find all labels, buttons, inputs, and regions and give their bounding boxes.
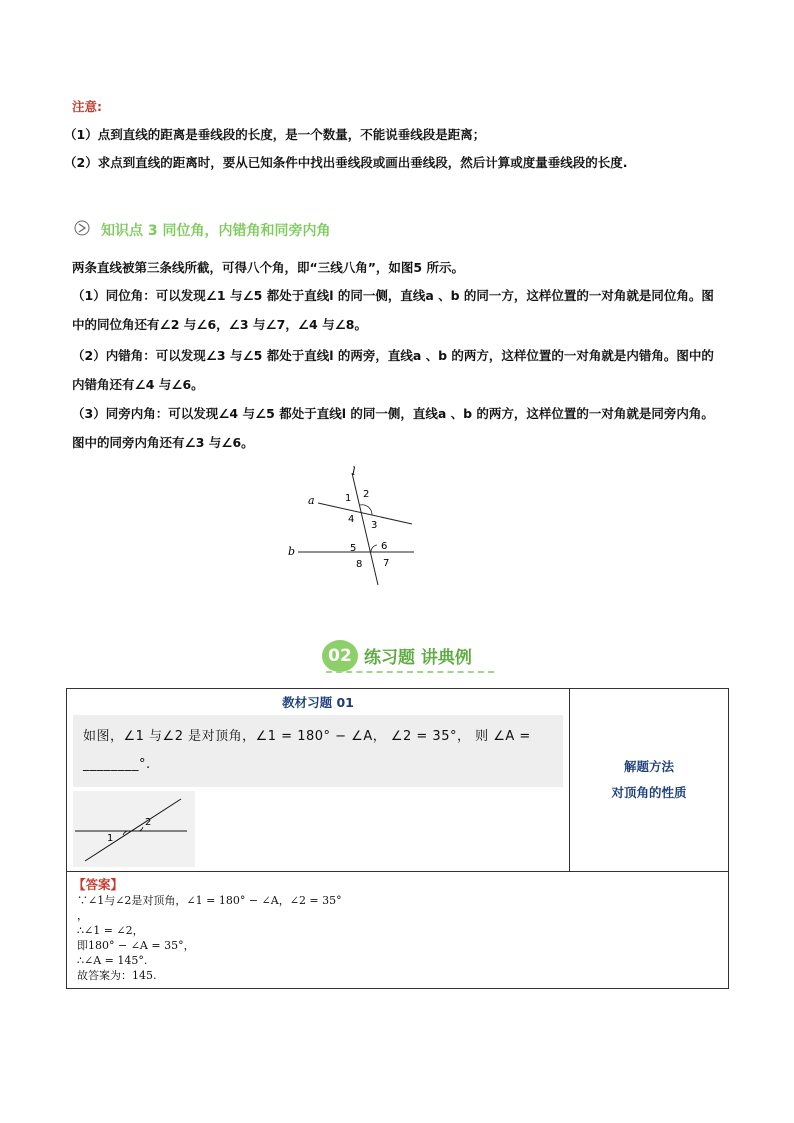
exercise-main-cell [67, 689, 570, 872]
angle-1: 1 [345, 493, 352, 504]
answer-cell [67, 872, 729, 989]
exercise-title: 教材习题 01 [282, 695, 354, 710]
answer-line-6: 故答案为：145. [77, 969, 157, 982]
note-item-1: （1）点到直线的距离是垂线段的长度，是一个数量，不能说垂线段是距离； [64, 127, 486, 142]
knowledge-title: 知识点 3 同位角，内错角和同旁内角 [101, 223, 331, 239]
answer-line-4: 即180° − ∠A = 35°， [77, 939, 195, 952]
knowledge-intro: 两条直线被第三条线所截，可得八个角，即“三线八角”，如图5 所示。 [72, 260, 464, 275]
label-a: a [308, 494, 315, 507]
angle-2: 2 [363, 489, 370, 500]
answer-line-3: ∴∠1 = ∠2， [77, 924, 144, 937]
angle-7: 7 [383, 558, 390, 569]
angle-5: 5 [350, 543, 357, 554]
answer-line-5: ∴∠A = 145°. [77, 954, 148, 967]
knowledge-paragraph-2: （2）内错角：可以发现∠3 与∠5 都处于直线l 的两旁，直线a 、b 的两方，这样位置的一对角就是内错角。图中的内错角还有∠4 与∠6。 [72, 348, 714, 392]
knowledge-paragraph-3: （3）同旁内角：可以发现∠4 与∠5 都处于直线l 的同一侧，直线a 、b 的两方，这样位置的一对角就是同旁内角。图中的同旁内角还有∠3 与∠6。 [72, 406, 714, 450]
answer-line-1: ∵∠1与∠2是对顶角，∠1 = 180° − ∠A，∠2 = 35° [77, 894, 342, 907]
exercise-question: 如图，∠1 与∠2 是对顶角，∠1 = 180° − ∠A， ∠2 = 35°， 则 ∠A = ________°. [73, 715, 563, 787]
answer-line-2: ， [77, 909, 88, 922]
label-l: l [352, 465, 356, 478]
label-b: b [288, 545, 296, 558]
arrow-circle-icon [74, 220, 90, 236]
fig2-angle-1: 1 [107, 833, 114, 844]
angle-8: 8 [356, 559, 363, 570]
note-item-2: （2）求点到直线的距离时，要从已知条件中找出垂线段或画出垂线段，然后计算或度量垂线段的长度. [64, 155, 628, 170]
vertical-angles-figure [73, 791, 195, 867]
three-lines-eight-angles-figure [282, 463, 422, 587]
method-text: 对顶角的性质 [611, 785, 687, 800]
angle-3: 3 [371, 520, 378, 531]
knowledge-paragraph-1: （1）同位角：可以发现∠1 与∠5 都处于直线l 的同一侧，直线a 、b 的同一方，这样位置的一对角就是同位角。图中的同位角还有∠2 与∠6，∠3 与∠7，∠4 与∠8。 [72, 288, 714, 332]
section-underline [326, 671, 494, 673]
note-title: 注意: [72, 99, 102, 114]
angle-6: 6 [381, 541, 388, 552]
fig2-angle-2: 2 [145, 817, 152, 828]
exercise-table [66, 688, 729, 989]
angle-4: 4 [348, 514, 355, 525]
answer-heading: 【答案】 [73, 877, 124, 892]
section-title: 练习题 讲典例 [364, 648, 472, 668]
method-cell [570, 689, 729, 872]
method-title: 解题方法 [623, 759, 674, 774]
section-number-badge: 02 [322, 640, 358, 672]
